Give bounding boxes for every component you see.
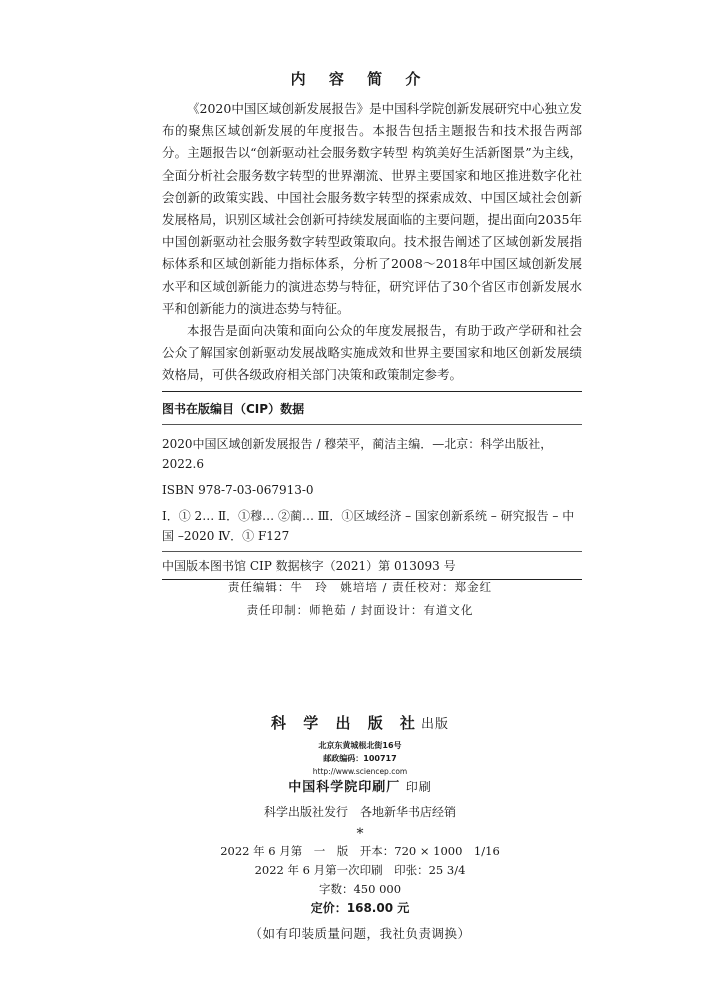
publisher-postcode: 邮政编码：100717: [323, 754, 397, 763]
printer-logo-text: 中国科学院印刷厂: [288, 780, 401, 795]
printer-block: [0, 776, 720, 820]
publisher-name-suffix: 出版: [420, 717, 449, 732]
publisher-logo-text: 科 学 出 版 社: [271, 714, 421, 732]
quality-notice: （如有印装质量问题，我社负责调换）: [249, 926, 471, 941]
cip-bibliographic: 2020中国区域创新发展报告 / 穆荣平，蔺洁主编．—北京：科学出版社，2022.6: [162, 437, 553, 471]
publisher-name: [0, 712, 720, 733]
word-count: 字数：450 000: [318, 882, 402, 896]
publisher-url: http://www.sciencep.com: [312, 767, 408, 776]
edition-line: 2022 年 6 月第 一 版 开本：720 × 1000 1/16: [220, 844, 500, 858]
publisher-address: 北京东黄城根北街16号: [318, 741, 402, 750]
cip-classification: Ⅰ．① 2… Ⅱ．①穆… ②蔺… Ⅲ．①区域经济 – 国家创新系统 – 研究报告 – 中国 –2020 Ⅳ．① F127: [162, 509, 575, 543]
imprint-block: [0, 826, 720, 943]
printer-name-suffix: 印刷: [405, 780, 432, 794]
summary-title: 内 容 简 介: [290, 70, 430, 88]
summary-text: [162, 98, 582, 387]
printer-name: [0, 776, 720, 795]
staff-editors: 责任编辑：牛 玲 姚培培 / 责任校对：郑金红: [227, 580, 493, 594]
cip-data-block: [162, 391, 582, 580]
cip-isbn: ISBN 978-7-03-067913-0: [162, 483, 314, 497]
summary-paragraph: 《2020中国区域创新发展报告》是中国科学院创新发展研究中心独立发布的聚焦区域创新发展的年度报告。本报告包括主题报告和技术报告两部分。主题报告以“创新驱动社会服务数字转型 构筑美好生活新图景”为主线，全面分析社会服务数字转型的世界潮流、世界主要国家和地区推进数字化社会创新的政策实践、中国社会服务数字转型的探索成效、中国区域社会创新发展格局，识别区域社会创新可持续发展面临的主要问题，提出面向2035年中国创新驱动社会服务数字转型政策取向。技术报告阐述了区域创新发展指标体系和区域创新能力指标体系，分析了2008～2018年中国区域创新发展水平和区域创新能力的演进态势与特征，研究评估了30个省区市创新发展水平和创新能力的演进态势与特征。: [162, 101, 582, 316]
cip-number: 中国版本图书馆 CIP 数据核字（2021）第 013093 号: [162, 551, 582, 579]
printing-line: 2022 年 6 月第一次印刷 印张：25 3/4: [254, 863, 466, 877]
cip-heading: 图书在版编目（CIP）数据: [162, 392, 582, 425]
staff-production: 责任印制：师艳茹 / 封面设计：有道文化: [246, 603, 474, 617]
price: 定价：168.00 元: [310, 901, 410, 915]
star-separator: *: [356, 826, 364, 842]
summary-paragraph: 本报告是面向决策和面向公众的年度发展报告，有助于政产学研和社会公众了解国家创新驱动发展战略实施成效和世界主要国家和地区创新发展绩效格局，可供各级政府相关部门决策和政策制定参考。: [162, 323, 582, 383]
distribution-info: 科学出版社发行 各地新华书店经销: [263, 805, 456, 819]
cip-body: [162, 425, 582, 546]
staff-credits: [0, 576, 720, 622]
publisher-block: [0, 712, 720, 778]
